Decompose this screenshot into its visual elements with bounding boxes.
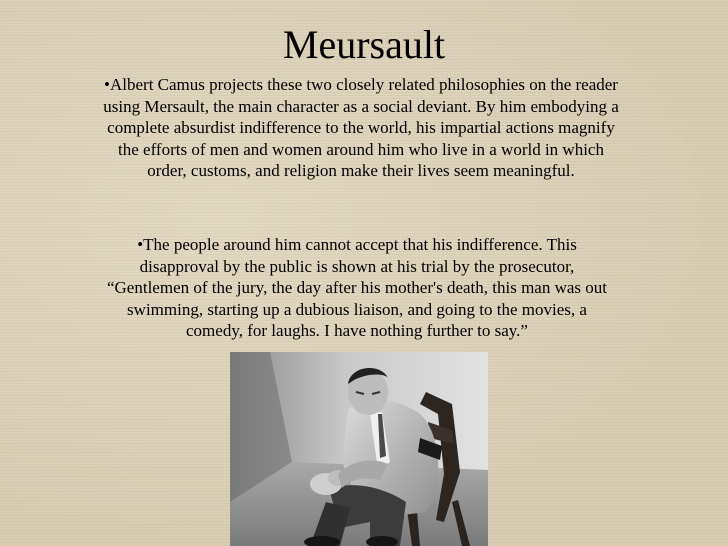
bullet-paragraph-camus: •Albert Camus projects these two closely related philosophies on the reader using Mersault, the main character as a social deviant. By him embodying a complete absurdist indifference to the world, his impartial actions magnify the efforts of men and women around him who live in a world in which order, customs, and religion make their lives seem meaningful. bbox=[103, 75, 619, 180]
bullet-paragraph-trial: •The people around him cannot accept that his indifference. This disapproval by the public is shown at his trial by the prosecutor, “Gentlemen of the jury, the day after his mother's death, this man was out swimming, starting up a dubious liaison, and going to the movies, a comedy, for laughs. I have nothing further to say.” bbox=[106, 235, 607, 340]
slide-title: Meursault bbox=[282, 22, 446, 67]
film-still-photo bbox=[230, 352, 488, 546]
